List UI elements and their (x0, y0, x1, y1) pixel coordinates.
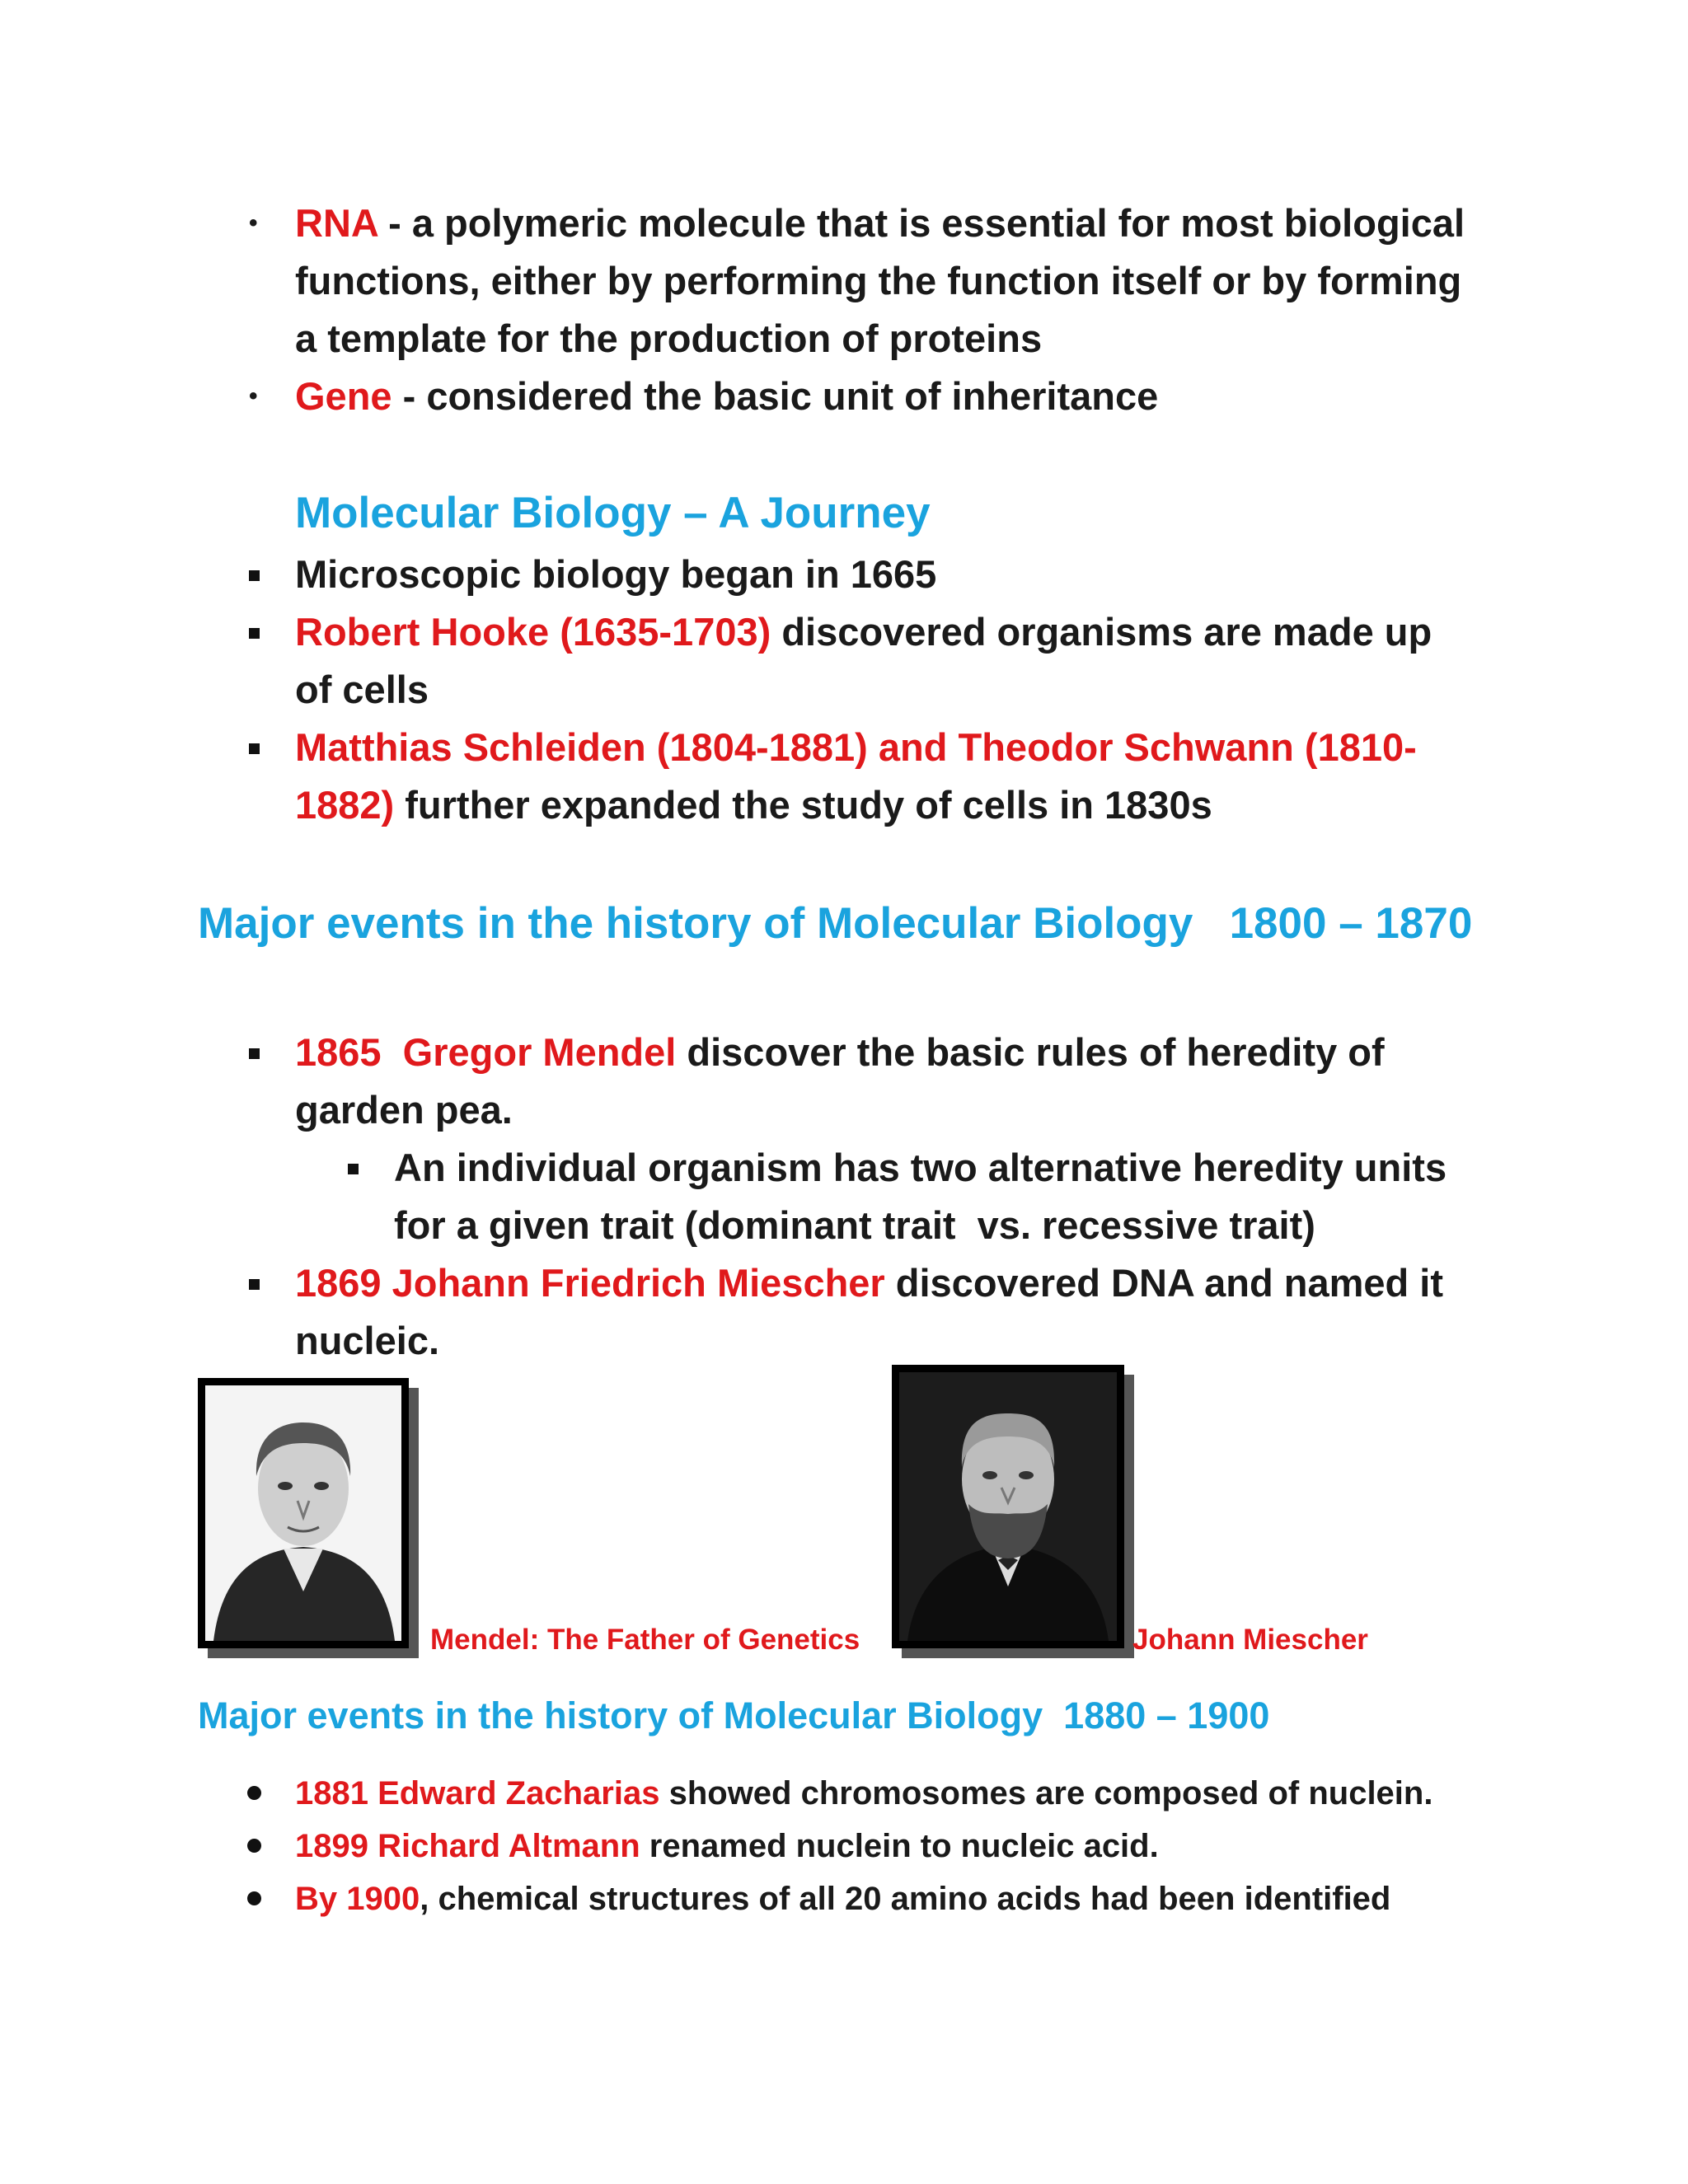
journey-item-text: discovered organisms are made up of cells (295, 610, 1432, 711)
square-bullet-icon (249, 743, 260, 754)
bullet-icon: • (249, 382, 258, 410)
mendel-caption: Mendel: The Father of Genetics (430, 1624, 860, 1656)
section1-list (295, 1024, 1465, 1370)
miescher-portrait (892, 1365, 1124, 1648)
list-item (295, 603, 1465, 719)
sub-item-text: An individual organism has two alternative heredity units for a given trait (dominant trait vs. recessive trait) (394, 1146, 1458, 1247)
journey-item-text: further expanded the study of cells in 1830s (394, 783, 1212, 827)
list-item (295, 1024, 1465, 1254)
miescher-portrait-image (899, 1372, 1117, 1641)
list-item (295, 1254, 1465, 1370)
journey-heading: Molecular Biology – A Journey (295, 489, 931, 537)
list-item (295, 719, 1465, 834)
bullet-icon (247, 1786, 261, 1800)
miescher-caption: Johann Miescher (1132, 1624, 1368, 1656)
list-item (295, 1767, 1531, 1820)
event-text: , chemical structures of all 20 amino acids had been identified (420, 1881, 1391, 1917)
event-text: discover the basic rules of heredity of garden pea. (295, 1030, 1385, 1132)
section2-list (295, 1767, 1531, 1925)
event-text: discovered DNA and named it nucleic. (295, 1261, 1444, 1362)
journey-item-term: Matthias Schleiden (1804-1881) and Theodor Schwann (1810-1882) (295, 725, 1417, 827)
event-term: 1869 Johann Friedrich Miescher (295, 1261, 885, 1305)
list-item-rna (249, 194, 1465, 368)
event-term: 1899 Richard Altmann (295, 1828, 640, 1864)
bullet-icon (247, 1839, 261, 1853)
intro-list (249, 194, 1465, 425)
square-bullet-icon (249, 570, 260, 581)
event-text: showed chromosomes are composed of nuclein. (659, 1775, 1433, 1811)
term-gene: Gene (295, 374, 392, 418)
square-bullet-icon (249, 1279, 260, 1290)
journey-item-text: Microscopic biology began in 1665 (295, 552, 937, 596)
mendel-portrait (198, 1378, 409, 1648)
event-text: renamed nuclein to nucleic acid. (640, 1828, 1159, 1864)
journey-list (295, 546, 1465, 834)
list-item-gene (249, 368, 1465, 425)
event-term: 1865 Gregor Mendel (295, 1030, 677, 1074)
event-term: By 1900 (295, 1881, 420, 1917)
definition-gene: - considered the basic unit of inheritance (392, 374, 1159, 418)
event-term: 1881 Edward Zacharias (295, 1775, 660, 1811)
mendel-portrait-image (205, 1385, 401, 1641)
square-bullet-icon (249, 1048, 260, 1059)
bullet-icon: • (249, 209, 258, 237)
definition-rna: - a polymeric molecule that is essential for most biological functions, either by performing the function itself or by forming a template for the production of proteins (295, 201, 1465, 360)
section-heading-1800-1870: Major events in the history of Molecular Biology 1800 – 1870 (198, 899, 1473, 948)
journey-item-term: Robert Hooke (1635-1703) (295, 610, 771, 654)
sub-list-item (394, 1139, 1465, 1254)
list-item (295, 546, 1465, 603)
list-item (295, 1820, 1531, 1872)
bullet-icon (247, 1891, 261, 1905)
list-item (295, 1872, 1531, 1925)
term-rna: RNA (295, 201, 378, 245)
square-bullet-icon (348, 1164, 359, 1174)
section-heading-1880-1900: Major events in the history of Molecular Biology 1880 – 1900 (198, 1694, 1270, 1736)
square-bullet-icon (249, 628, 260, 639)
